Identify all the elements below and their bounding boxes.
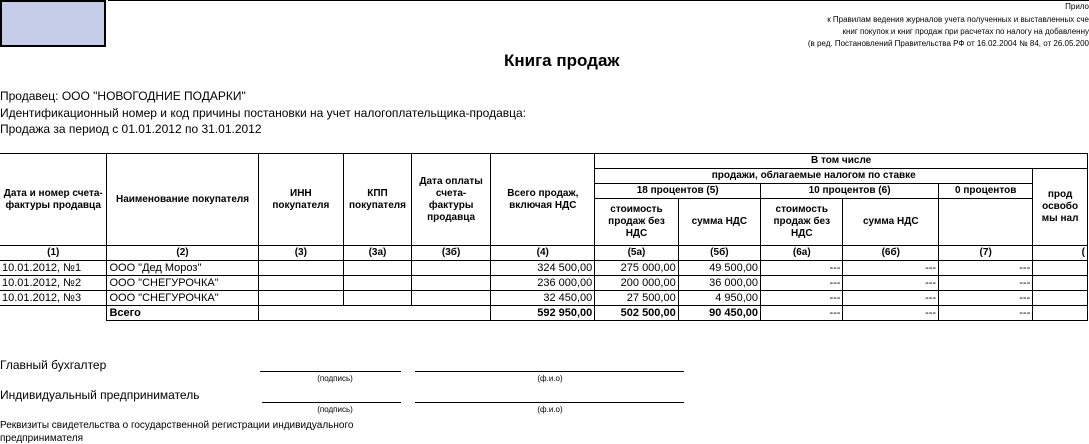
header-buyer: Наименование покупателя — [107, 154, 258, 246]
chief-name-caption: (ф.и.о) — [537, 374, 563, 383]
cell-exempt[interactable] — [1033, 291, 1088, 306]
cell-date[interactable]: 10.01.2012, №3 — [0, 291, 107, 306]
total-cost-18[interactable]: 502 500,00 — [595, 306, 678, 321]
header-paydate: Дата оплаты счета-фактуры продавца — [411, 154, 490, 246]
cell-cost-18[interactable]: 275 000,00 — [595, 261, 678, 276]
total-paydate[interactable] — [411, 306, 490, 321]
cell-kpp[interactable] — [344, 261, 412, 276]
chief-name-line — [415, 371, 684, 372]
chief-signature-line — [260, 371, 401, 372]
sales-ledger-table — [0, 153, 1088, 321]
col-number: (4) — [491, 246, 595, 261]
total-label[interactable]: Всего — [107, 306, 258, 321]
registration-line-1: Реквизиты свидетельства о государственной регистрации индивидуального — [0, 420, 354, 431]
entrepreneur-signature-line — [262, 402, 401, 403]
appendix-note-2: к Правилам ведения журналов учета полученных и выставленных сче — [827, 15, 1089, 24]
col-number: (2) — [107, 246, 258, 261]
appendix-note-4: (в ред. Постановлений Правительства РФ от 16.02.2004 № 84, от 26.05.200 — [807, 39, 1089, 48]
cell-0-percent[interactable]: --- — [939, 261, 1033, 276]
table-row — [0, 291, 1088, 306]
col-number: (5б) — [678, 246, 760, 261]
cell-cost-10[interactable]: --- — [761, 291, 843, 306]
entrepreneur-name-line — [415, 402, 684, 403]
header-total: Всего продаж, включая НДС — [491, 154, 595, 246]
cell-vat-10[interactable]: --- — [843, 261, 939, 276]
col-number: (6а) — [761, 246, 843, 261]
cell-vat-10[interactable]: --- — [843, 276, 939, 291]
cell-buyer[interactable]: ООО "Дед Мороз" — [107, 261, 258, 276]
cell-inn[interactable] — [258, 291, 343, 306]
cell-paydate[interactable] — [411, 291, 490, 306]
table-row — [0, 261, 1088, 276]
header-inn: ИНН покупателя — [258, 154, 343, 246]
appendix-note-1: Прило — [1065, 2, 1089, 11]
cell-vat-18[interactable]: 4 950,00 — [678, 291, 760, 306]
cell-date[interactable]: 10.01.2012, №1 — [0, 261, 107, 276]
header-kpp: КПП покупателя — [344, 154, 412, 246]
header-18-percent: 18 процентов (5) — [595, 184, 761, 199]
cell-vat-18[interactable]: 36 000,00 — [678, 276, 760, 291]
header-exempt: прод освобо мы нал — [1033, 169, 1088, 246]
cell-date[interactable]: 10.01.2012, №2 — [0, 276, 107, 291]
registration-line-2: предпринимателя — [0, 433, 83, 444]
total-sum[interactable]: 592 950,00 — [491, 306, 595, 321]
total-inn[interactable] — [258, 306, 343, 321]
cell-inn[interactable] — [258, 276, 343, 291]
header-taxed: продажи, облагаемые налогом по ставке — [595, 169, 1033, 184]
period-line: Продажа за период с 01.01.2012 по 31.01.2012 — [0, 122, 262, 136]
col-number: (5а) — [595, 246, 678, 261]
header-vat-18: сумма НДС — [678, 199, 760, 246]
appendix-note-3: книг покупок и книг продаж при расчетах по налогу на добавленну — [842, 27, 1089, 36]
page-title: Книга продаж — [504, 51, 620, 70]
cell-cost-10[interactable]: --- — [761, 276, 843, 291]
col-number: (3а) — [344, 246, 412, 261]
total-vat-18[interactable]: 90 450,00 — [678, 306, 760, 321]
cell-0-percent[interactable]: --- — [939, 276, 1033, 291]
cell-cost-18[interactable]: 200 000,00 — [595, 276, 678, 291]
col-number: (1) — [0, 246, 107, 261]
cell-cost-10[interactable]: --- — [761, 261, 843, 276]
col-number: (3б) — [411, 246, 490, 261]
total-cost-10[interactable]: --- — [761, 306, 843, 321]
entrepreneur-signature-caption: (подпись) — [317, 405, 353, 414]
total-row — [0, 306, 1088, 321]
cell-kpp[interactable] — [344, 291, 412, 306]
total-exempt[interactable] — [1033, 306, 1088, 321]
total-vat-10[interactable]: --- — [843, 306, 939, 321]
table-row — [0, 276, 1088, 291]
header-date: Дата и номер счета-фактуры продавца — [0, 154, 107, 246]
header-cost-10: стоимость продаж без НДС — [761, 199, 843, 246]
total-0-percent[interactable]: --- — [939, 306, 1033, 321]
selected-cell[interactable] — [0, 0, 106, 47]
header-cost-18: стоимость продаж без НДС — [595, 199, 678, 246]
cell-buyer[interactable]: ООО "СНЕГУРОЧКА" — [107, 276, 258, 291]
col-number: (6б) — [843, 246, 939, 261]
total-blank — [0, 306, 107, 321]
cell-vat-18[interactable]: 49 500,00 — [678, 261, 760, 276]
cell-paydate[interactable] — [411, 261, 490, 276]
chief-signature-caption: (подпись) — [317, 374, 353, 383]
chief-accountant-label: Главный бухгалтер — [0, 358, 107, 372]
header-0-blank — [939, 199, 1033, 246]
cell-paydate[interactable] — [411, 276, 490, 291]
header-vat-10: сумма НДС — [843, 199, 939, 246]
cell-total[interactable]: 324 500,00 — [491, 261, 595, 276]
entrepreneur-name-caption: (ф.и.о) — [537, 405, 563, 414]
cell-total[interactable]: 32 450,00 — [491, 291, 595, 306]
cell-kpp[interactable] — [344, 276, 412, 291]
top-border — [108, 0, 1089, 1]
cell-total[interactable]: 236 000,00 — [491, 276, 595, 291]
cell-buyer[interactable]: ООО "СНЕГУРОЧКА" — [107, 291, 258, 306]
seller-line: Продавец: ООО "НОВОГОДНИЕ ПОДАРКИ" — [0, 89, 246, 103]
total-kpp[interactable] — [344, 306, 412, 321]
cell-inn[interactable] — [258, 261, 343, 276]
col-number: ( — [1033, 246, 1088, 261]
col-number: (7) — [939, 246, 1033, 261]
header-including: В том числе — [595, 154, 1088, 169]
cell-0-percent[interactable]: --- — [939, 291, 1033, 306]
cell-cost-18[interactable]: 27 500,00 — [595, 291, 678, 306]
header-0-percent: 0 процентов — [939, 184, 1033, 199]
cell-exempt[interactable] — [1033, 261, 1088, 276]
cell-exempt[interactable] — [1033, 276, 1088, 291]
inn-line: Идентификационный номер и код причины постановки на учет налогоплательщика-продавца: — [0, 106, 527, 120]
entrepreneur-label: Индивидуальный предприниматель — [0, 388, 200, 402]
col-number: (3) — [258, 246, 343, 261]
header-10-percent: 10 процентов (6) — [761, 184, 939, 199]
cell-vat-10[interactable]: --- — [843, 291, 939, 306]
